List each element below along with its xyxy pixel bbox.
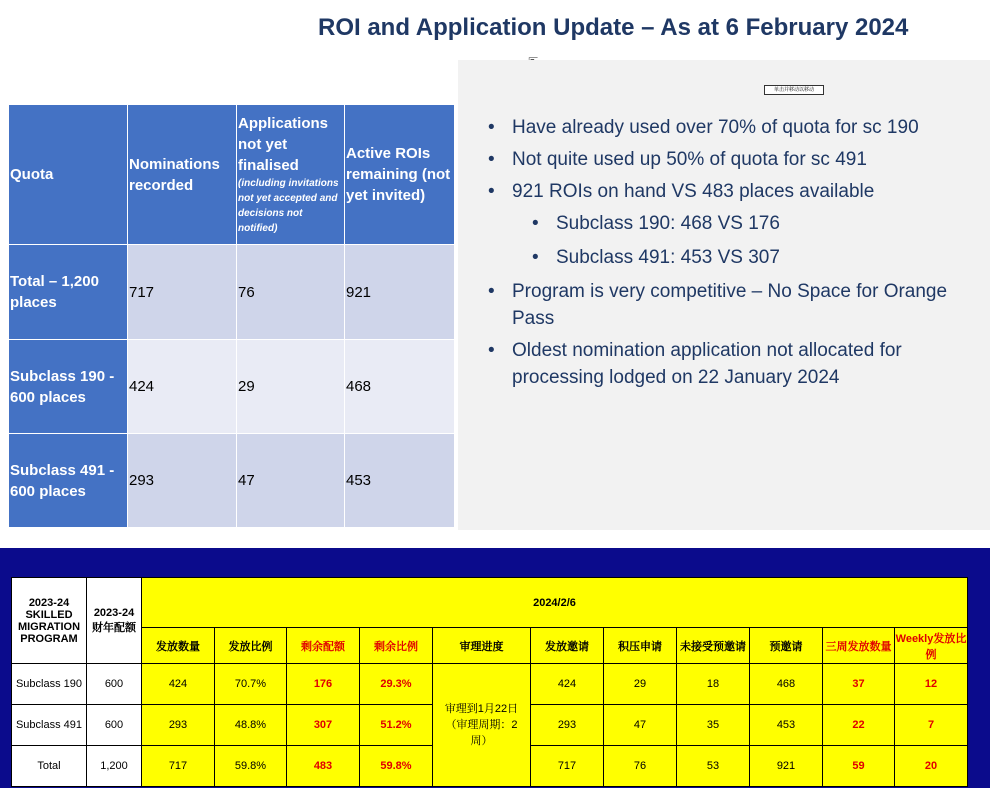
header-applications-label: Applications not yet finalised (238, 115, 329, 174)
col-remaining-pct: 剩余比例 (360, 628, 433, 664)
cell-weekly: 7 (895, 705, 968, 746)
table-row (9, 340, 455, 434)
sheet-date: 2024/2/6 (142, 578, 968, 628)
col-invited: 发放邀请 (531, 628, 604, 664)
cell-remaining-pct: 51.2% (360, 705, 433, 746)
bullet-item: • 921 ROIs on hand VS 483 places available (486, 178, 976, 205)
cell-backlog: 47 (604, 705, 677, 746)
bullet-subitem: • Subclass 190: 468 VS 176 (486, 210, 976, 237)
cell-invited: 424 (531, 664, 604, 705)
cell-active-rois: 453 (345, 434, 455, 528)
bullet-item: • Program is very competitive – No Space for Orange Pass (486, 278, 976, 332)
cell-weekly: 20 (895, 746, 968, 787)
cell-pre-invite: 453 (750, 705, 823, 746)
col-not-accepted: 未接受预邀请 (677, 628, 750, 664)
cell-issued-pct: 59.8% (215, 746, 287, 787)
col-three-week: 三周发放数量 (823, 628, 895, 664)
cell-remaining: 307 (287, 705, 360, 746)
row-quota: 600 (87, 664, 142, 705)
col-progress: 审理进度 (433, 628, 531, 664)
table-row (9, 434, 455, 528)
cell-progress-note: 审理到1月22日（审理周期：2周） (433, 664, 531, 787)
cell-remaining-pct: 29.3% (360, 664, 433, 705)
cell-issued: 424 (142, 664, 215, 705)
cell-remaining: 176 (287, 664, 360, 705)
sheet-column-row (12, 628, 968, 664)
bullet-list (486, 114, 976, 396)
col-remaining: 剩余配额 (287, 628, 360, 664)
cell-applications: 76 (237, 245, 345, 340)
table-row (12, 664, 968, 705)
cell-not-accepted: 53 (677, 746, 750, 787)
migration-spreadsheet (11, 577, 968, 787)
cell-issued-pct: 70.7% (215, 664, 287, 705)
cell-invited: 293 (531, 705, 604, 746)
col-weekly: Weekly发放比例 (895, 628, 968, 664)
row-label-190: Subclass 190 - 600 places (9, 340, 128, 434)
move-handle-tag[interactable]: 单击并移动以移动 (764, 85, 824, 95)
cell-issued: 293 (142, 705, 215, 746)
cell-active-rois: 921 (345, 245, 455, 340)
cell-nominations: 717 (128, 245, 237, 340)
table-row (9, 245, 455, 340)
cell-pre-invite: 468 (750, 664, 823, 705)
bullet-panel (458, 60, 990, 530)
cell-not-accepted: 18 (677, 664, 750, 705)
header-applications (237, 105, 345, 245)
bullet-item: • Oldest nomination application not allocated for processing lodged on 22 January 2024 (486, 337, 976, 391)
cell-three-week: 59 (823, 746, 895, 787)
header-applications-note: (including invitations not yet accepted and decisions not notified) (238, 178, 339, 234)
row-name: Subclass 491 (12, 705, 87, 746)
cell-issued-pct: 48.8% (215, 705, 287, 746)
cell-nominations: 293 (128, 434, 237, 528)
cell-weekly: 12 (895, 664, 968, 705)
cell-three-week: 22 (823, 705, 895, 746)
cell-backlog: 29 (604, 664, 677, 705)
header-nominations: Nominations recorded (128, 105, 237, 245)
bullet-item: • Have already used over 70% of quota for sc 190 (486, 114, 976, 141)
col-backlog: 积压申请 (604, 628, 677, 664)
quota-label: 2023-24 财年配额 (87, 578, 142, 664)
row-label-total: Total – 1,200 places (9, 245, 128, 340)
program-label: 2023-24 SKILLED MIGRATION PROGRAM (12, 578, 87, 664)
cell-issued: 717 (142, 746, 215, 787)
row-quota: 1,200 (87, 746, 142, 787)
slide-title: ROI and Application Update – As at 6 February 2024 (318, 14, 909, 41)
cell-pre-invite: 921 (750, 746, 823, 787)
bullet-subitem: • Subclass 491: 453 VS 307 (486, 244, 976, 271)
quota-table (8, 104, 455, 528)
cell-active-rois: 468 (345, 340, 455, 434)
cell-three-week: 37 (823, 664, 895, 705)
header-quota: Quota (9, 105, 128, 245)
cell-invited: 717 (531, 746, 604, 787)
cell-nominations: 424 (128, 340, 237, 434)
sheet-header-row (12, 578, 968, 628)
row-name: Subclass 190 (12, 664, 87, 705)
col-issued-pct: 发放比例 (215, 628, 287, 664)
bullet-item: • Not quite used up 50% of quota for sc 491 (486, 146, 976, 173)
col-pre-invite: 预邀请 (750, 628, 823, 664)
cell-remaining: 483 (287, 746, 360, 787)
row-quota: 600 (87, 705, 142, 746)
cell-remaining-pct: 59.8% (360, 746, 433, 787)
cell-applications: 47 (237, 434, 345, 528)
quota-table-header-row (9, 105, 455, 245)
cell-backlog: 76 (604, 746, 677, 787)
cell-not-accepted: 35 (677, 705, 750, 746)
cell-applications: 29 (237, 340, 345, 434)
header-active-rois: Active ROIs remaining (not yet invited) (345, 105, 455, 245)
row-label-491: Subclass 491 - 600 places (9, 434, 128, 528)
col-issued: 发放数量 (142, 628, 215, 664)
row-name: Total (12, 746, 87, 787)
